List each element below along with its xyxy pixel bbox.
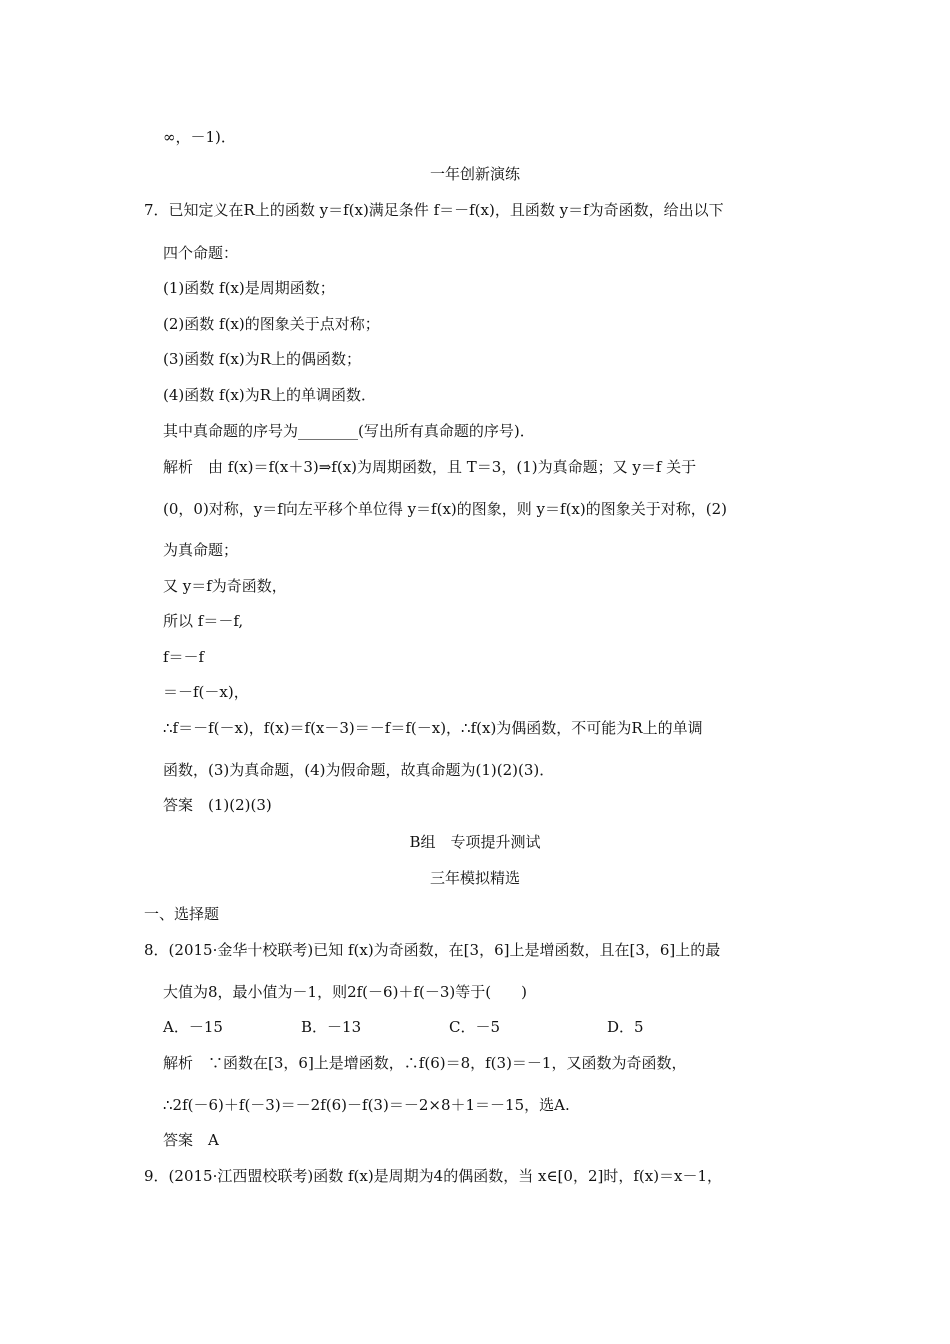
- section-heading-group-b: B组 专项提升测试: [409, 833, 541, 851]
- problem-8-option-a: A．－15: [163, 1018, 223, 1036]
- problem-8-solution-line-1: 解析 ∵函数在[3，6]上是增函数，∴f(6)＝8，f(3)＝－1，又函数为奇函数，: [163, 1054, 687, 1072]
- problem-7-solution-line-2: (0，0)对称，y＝f向左平移个单位得 y＝f(x)的图象，则 y＝f(x)的图象关于对称，(2): [163, 500, 727, 518]
- problem-9-stem: 9．(2015·江西盟校联考)函数 f(x)是周期为4的偶函数，当 x∈[0，2]时，f(x)＝x－1，: [144, 1167, 723, 1185]
- problem-7-solution-line-9: 函数，(3)为真命题，(4)为假命题，故真命题为(1)(2)(3)．: [163, 761, 555, 779]
- continuation-line: ∞，－1)．: [163, 128, 236, 146]
- proposition-3: (3)函数 f(x)为R上的偶函数；: [163, 350, 362, 368]
- section-heading-innovation: 一年创新演练: [429, 165, 520, 183]
- problem-8-option-d: D．5: [607, 1018, 644, 1036]
- proposition-1: (1)函数 f(x)是周期函数；: [163, 279, 335, 297]
- problem-7-solution-line-1: 解析 由 f(x)＝f(x＋3)⇒f(x)为周期函数，且 T＝3，(1)为真命题；又 y＝f 关于: [163, 458, 697, 476]
- problem-7-solution-line-3: 为真命题；: [163, 541, 239, 559]
- problem-8-solution-line-2: ∴2f(－6)＋f(－3)＝－2f(6)－f(3)＝－2×8＋1＝－15，选A.: [163, 1096, 570, 1114]
- problem-7-solution-line-8: ∴f＝－f(－x)，f(x)＝f(x－3)＝－f＝f(－x)，∴f(x)为偶函数，不可能为R上的单调: [163, 719, 703, 737]
- problem-7-solution-line-7: ＝－f(－x)，: [163, 683, 249, 701]
- problem-7-stem-cont: 四个命题：: [163, 244, 239, 262]
- problem-8-stem: 8．(2015·金华十校联考)已知 f(x)为奇函数，在[3，6]上是增函数，且在[3，6]上的最: [144, 941, 721, 959]
- problem-7-solution-line-4: 又 y＝f为奇函数，: [163, 577, 287, 595]
- problem-8-answer: 答案 A: [163, 1131, 219, 1149]
- proposition-4: (4)函数 f(x)为R上的单调函数．: [163, 386, 377, 404]
- subsection-choice-questions: 一、选择题: [144, 905, 220, 923]
- section-heading-mock: 三年模拟精选: [429, 869, 520, 887]
- problem-7-stem: 7．已知定义在R上的函数 y＝f(x)满足条件 f＝－f(x)，且函数 y＝f为奇函数，给出以下: [144, 201, 724, 219]
- problem-7-solution-line-6: f＝－f: [163, 648, 205, 666]
- problem-8-option-b: B．－13: [301, 1018, 362, 1036]
- problem-8-option-c: C．－5: [449, 1018, 501, 1036]
- problem-7-answer: 答案 (1)(2)(3): [163, 796, 272, 814]
- proposition-2: (2)函数 f(x)的图象关于点对称；: [163, 315, 380, 333]
- problem-7-question: 其中真命题的序号为________(写出所有真命题的序号)．: [163, 422, 535, 440]
- problem-8-stem-cont: 大值为8，最小值为－1，则2f(－6)＋f(－3)等于( ): [163, 983, 527, 1001]
- problem-7-solution-line-5: 所以 f＝－f,: [163, 612, 244, 630]
